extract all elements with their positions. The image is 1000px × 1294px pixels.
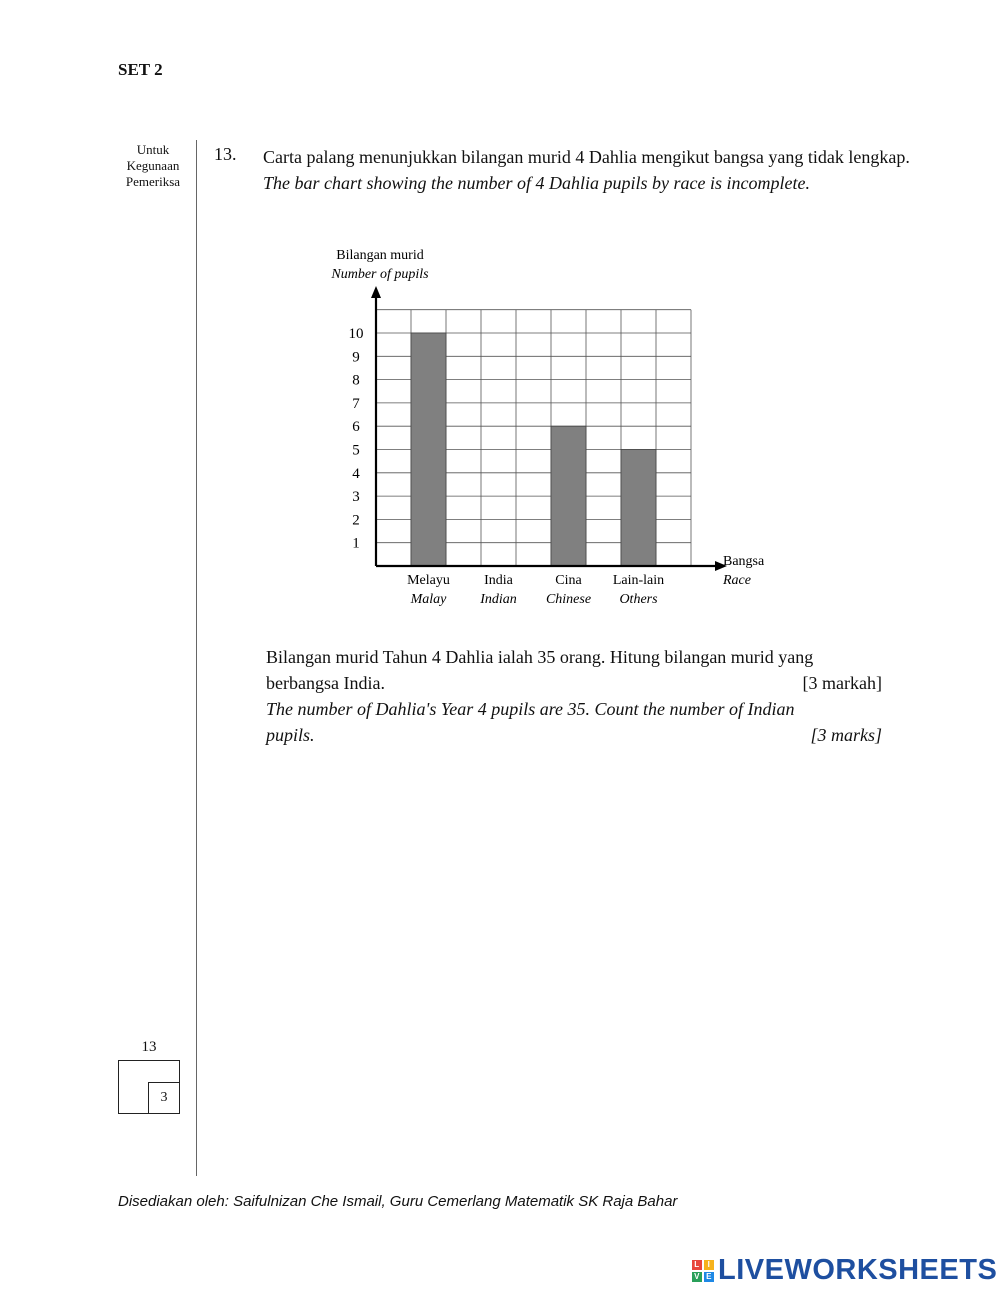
bar-melayu (411, 333, 446, 566)
question-intro-english: The bar chart showing the number of 4 Dahlia pupils by race is incomplete. (263, 173, 810, 193)
marks-english: [3 marks] (810, 725, 882, 745)
score-box (118, 1060, 180, 1114)
y-axis-title: Bilangan murid (336, 248, 424, 263)
logo-cell: E (704, 1272, 714, 1282)
bar-chart-svg (300, 236, 780, 616)
examiner-note (118, 142, 188, 190)
task-malay-row (266, 670, 882, 696)
x-tick-label-english: Others (619, 592, 658, 607)
score-question-number: 13 (141, 1039, 157, 1055)
liveworksheets-brand[interactable] (692, 1254, 997, 1287)
x-tick-label: Cina (555, 573, 582, 588)
footer-credit: Disediakan oleh: Saifulnizan Che Ismail, Guru Cemerlang Matematik SK Raja Bahar (118, 1193, 678, 1210)
task-malay-line1: Bilangan murid Tahun 4 Dahlia ialah 35 orang. Hitung bilangan murid yang (266, 647, 814, 667)
y-tick-label: 2 (352, 512, 360, 529)
task-english-row (266, 722, 882, 748)
liveworksheets-logo-icon (692, 1260, 714, 1282)
bar-cina (551, 426, 586, 566)
question-task (266, 644, 882, 748)
question-number: 13. (214, 144, 237, 164)
margin-divider (196, 140, 197, 1176)
task-english-line2: pupils. (266, 725, 315, 745)
task-malay-line2: berbangsa India. (266, 673, 385, 693)
x-tick-label: Lain-lain (612, 573, 665, 588)
y-tick-label: 4 (352, 465, 360, 482)
examiner-note-line: Untuk (136, 142, 170, 157)
y-tick-label: 3 (352, 489, 360, 506)
x-tick-label: India (484, 573, 513, 588)
question-intro (263, 144, 913, 196)
y-tick-label: 1 (352, 535, 360, 552)
x-tick-label-english: Indian (480, 592, 517, 607)
y-axis-arrow (371, 286, 381, 298)
y-tick-label: 8 (352, 372, 360, 389)
y-tick-label: 10 (348, 326, 364, 342)
y-tick-label: 9 (352, 349, 360, 366)
bar-lain-lain (621, 450, 656, 567)
x-axis-title-english: Race (723, 573, 751, 588)
y-tick-label: 5 (352, 442, 360, 459)
task-english-line1: The number of Dahlia's Year 4 pupils are 35. Count the number of Indian (266, 699, 795, 719)
set-label: SET 2 (118, 60, 163, 79)
bar-chart (300, 236, 780, 621)
logo-cell: L (692, 1260, 702, 1270)
x-tick-label-english: Chinese (545, 592, 592, 607)
question-intro-malay: Carta palang menunjukkan bilangan murid 4 Dahlia mengikut bangsa yang tidak lengkap. (263, 147, 910, 167)
logo-cell: V (692, 1272, 702, 1282)
score-max-marks: 3 (148, 1082, 180, 1114)
examiner-note-line: Kegunaan (126, 158, 180, 173)
logo-cell: I (704, 1260, 714, 1270)
x-axis-title: Bangsa (723, 554, 765, 569)
x-tick-label-english: Malay (410, 592, 447, 607)
examiner-note-line: Pemeriksa (125, 174, 181, 189)
y-tick-label: 6 (352, 419, 360, 436)
y-tick-label: 7 (352, 395, 360, 412)
marks-malay: [3 markah] (802, 673, 882, 693)
x-tick-label: Melayu (407, 573, 450, 588)
brand-name: LIVEWORKSHEETS (718, 1254, 998, 1286)
y-axis-title-english: Number of pupils (331, 267, 429, 282)
